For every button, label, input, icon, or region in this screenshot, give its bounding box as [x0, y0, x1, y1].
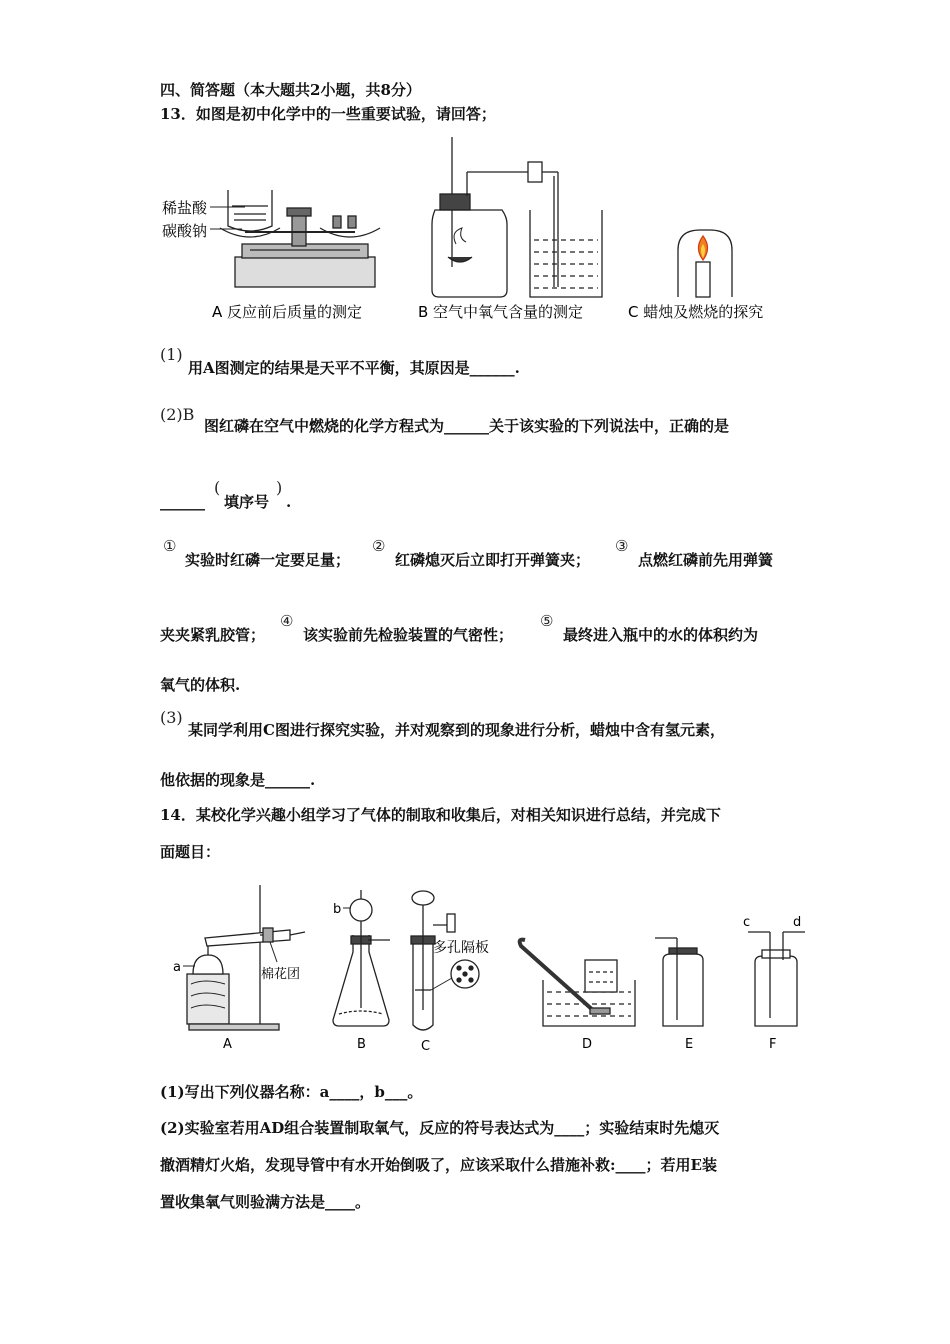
- q14-stem-1: 14．某校化学兴趣小组学习了气体的制取和收集后，对相关知识进行总结，并完成下: [160, 806, 721, 824]
- q13-p3-cont: 他依据的现象是______.: [160, 771, 316, 789]
- option-3-num: ③: [615, 537, 629, 555]
- q14-p2-line1: (2)实验室若用AD组合装置制取氧气，反应的符号表达式为____；实验结束时先熄灭: [160, 1119, 720, 1137]
- label-a: a: [173, 960, 181, 975]
- q14-figure: [165, 880, 825, 1060]
- option-1-num: ①: [163, 537, 177, 555]
- label-D: D: [582, 1037, 593, 1052]
- option-5-cont: 氧气的体积.: [160, 676, 241, 694]
- q13-p3-text: 某同学利用C图进行探究实验，并对观察到的现象进行分析，蜡烛中含有氢元素，: [188, 721, 725, 739]
- option-3-text: 点燃红磷前先用弹簧: [638, 551, 774, 569]
- label-d: d: [793, 915, 802, 930]
- balance-apparatus: [220, 190, 380, 287]
- option-5-num: ⑤: [540, 612, 554, 630]
- label-b: b: [333, 902, 342, 917]
- q14-p2-line3: 置收集氧气则验满方法是____。: [160, 1193, 371, 1211]
- label-A: A: [223, 1037, 232, 1052]
- label-E: E: [685, 1037, 694, 1052]
- q13-p2-blank: ______: [160, 493, 205, 511]
- caption-c: C 蜡烛及燃烧的探究: [628, 303, 764, 321]
- label-B: B: [357, 1037, 366, 1052]
- label-F: F: [769, 1037, 777, 1052]
- q13-figure: [150, 132, 800, 327]
- q13-p1-num: (1): [160, 345, 183, 364]
- option-5-text: 最终进入瓶中的水的体积约为: [563, 626, 759, 644]
- option-4-text: 该实验前先检验装置的气密性；: [303, 626, 514, 644]
- label-c: c: [743, 915, 751, 930]
- option-4-num: ④: [280, 612, 294, 630]
- caption-a: A 反应前后质量的测定: [212, 303, 363, 321]
- apparatus-d: [520, 940, 635, 1026]
- q14-p1: (1)写出下列仪器名称：a____，b___。: [160, 1083, 423, 1101]
- label-C: C: [421, 1039, 431, 1054]
- candle-apparatus: [678, 230, 732, 297]
- apparatus-a: [187, 885, 305, 1030]
- q13-p2-num: (2)B: [160, 405, 195, 424]
- q13-p2-paren-open: (: [214, 478, 221, 497]
- caption-b: B 空气中氧气含量的测定: [418, 303, 584, 321]
- q13-stem: 13．如图是初中化学中的一些重要试验，请回答；: [160, 105, 496, 123]
- q13-p3-num: (3): [160, 708, 183, 727]
- option-2-num: ②: [372, 537, 386, 555]
- q13-p2-paren-close: ): [276, 478, 283, 497]
- option-1-text: 实验时红磷一定要足量；: [185, 551, 351, 569]
- oxygen-content-apparatus: [432, 137, 602, 297]
- option-2-text: 红磷熄灭后立即打开弹簧夹；: [395, 551, 591, 569]
- option-3-cont: 夹夹紧乳胶管；: [160, 626, 266, 644]
- q13-p1-text: 用A图测定的结果是天平不平衡，其原因是______.: [188, 359, 520, 377]
- apparatus-b: [333, 890, 390, 1026]
- q13-p2-dot: .: [286, 493, 292, 511]
- q14-p2-line2: 撤酒精灯火焰，发现导管中有水开始倒吸了，应该采取什么措施补救:____；若用E装: [160, 1156, 717, 1174]
- apparatus-f: [748, 932, 805, 1026]
- q13-p2-fill: 填序号: [224, 493, 270, 511]
- apparatus-e: [655, 938, 703, 1026]
- label-na2co3: 碳酸钠: [162, 222, 208, 240]
- apparatus-c: [411, 891, 479, 1030]
- section-title: 四、简答题（本大题共2小题，共8分）: [160, 81, 421, 99]
- label-plate: 多孔隔板: [433, 940, 489, 956]
- q14-stem-2: 面题目：: [160, 843, 221, 861]
- q13-p2-text: 图红磷在空气中燃烧的化学方程式为______关于该实验的下列说法中，正确的是: [204, 417, 730, 435]
- label-hcl: 稀盐酸: [162, 199, 208, 217]
- label-cotton: 棉花团: [261, 967, 301, 982]
